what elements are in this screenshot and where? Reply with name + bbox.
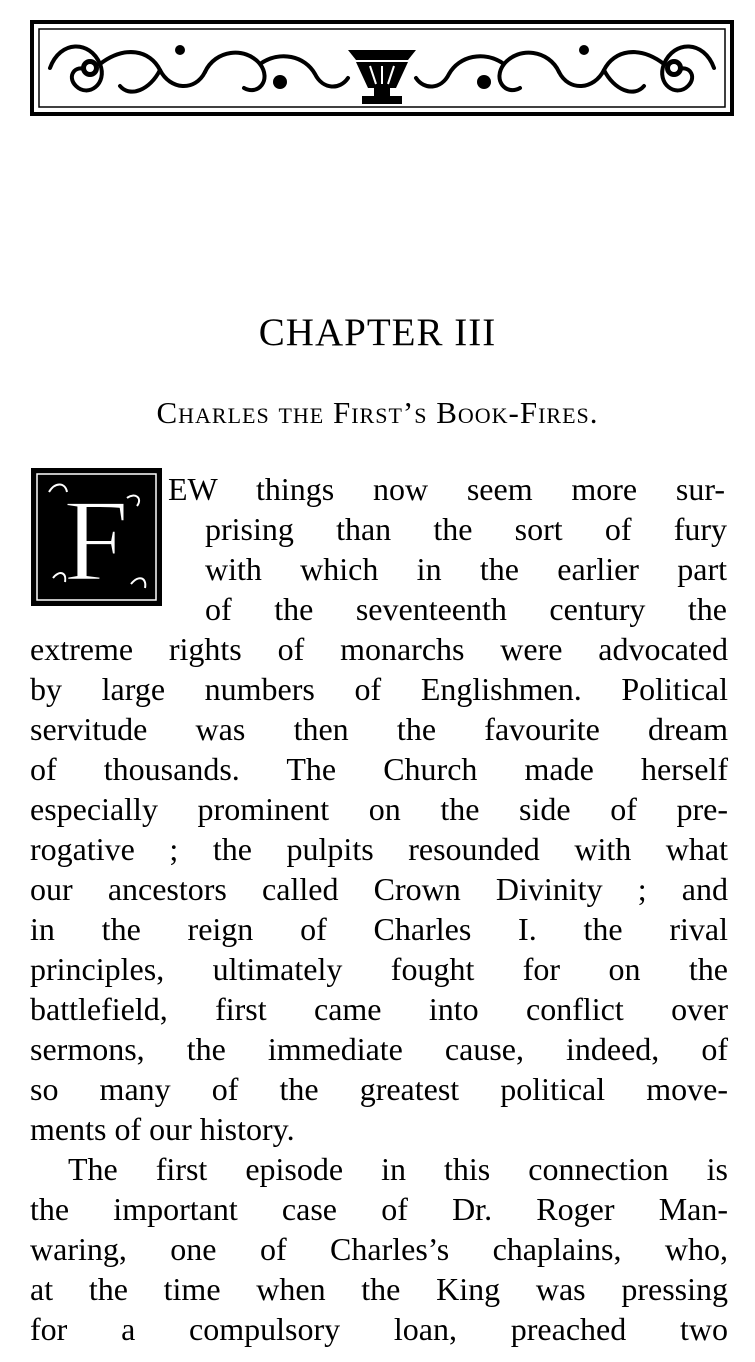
text-line: EW things now seem more sur- xyxy=(168,471,725,507)
text-line: ments of our history. xyxy=(30,1111,295,1147)
text-line: extreme rights of monarchs were advocated xyxy=(30,631,728,667)
text-line: prising than the sort of fury xyxy=(205,511,727,547)
text-line: in the reign of Charles I. the rival xyxy=(30,911,728,947)
text-line: with which in the earlier part xyxy=(205,551,727,587)
text-line: servitude was then the favourite dream xyxy=(30,711,728,747)
text-line: sermons, the immediate cause, indeed, of xyxy=(30,1031,728,1067)
text-line: of the seventeenth century the xyxy=(205,591,727,627)
text-line: battlefield, first came into conflict over xyxy=(30,991,728,1027)
text-line: for a compulsory loan, preached two xyxy=(30,1311,728,1347)
text-line: at the time when the King was pressing xyxy=(30,1271,728,1307)
text-line: our ancestors called Crown Divinity ; and xyxy=(30,871,728,907)
decorated-dropcap-f xyxy=(31,468,162,606)
svg-text:F: F xyxy=(63,475,129,606)
text-line: of thousands. The Church made herself xyxy=(30,751,728,787)
text-line: by large numbers of Englishmen. Political xyxy=(30,671,728,707)
chapter-subtitle: Charles the First’s Book-Fires. xyxy=(156,395,599,430)
decorative-header-ornament xyxy=(30,20,734,116)
text-line: principles, ultimately fought for on the xyxy=(30,951,728,987)
text-line: rogative ; the pulpits resounded with what xyxy=(30,831,728,867)
chapter-title: CHAPTER III xyxy=(258,311,497,354)
text-line: so many of the greatest political move- xyxy=(30,1071,728,1107)
text-line: especially prominent on the side of pre- xyxy=(30,791,728,827)
text-line: The first episode in this connection is xyxy=(68,1151,728,1187)
text-line: the important case of Dr. Roger Man- xyxy=(30,1191,728,1227)
text-line: waring, one of Charles’s chaplains, who, xyxy=(30,1231,728,1267)
